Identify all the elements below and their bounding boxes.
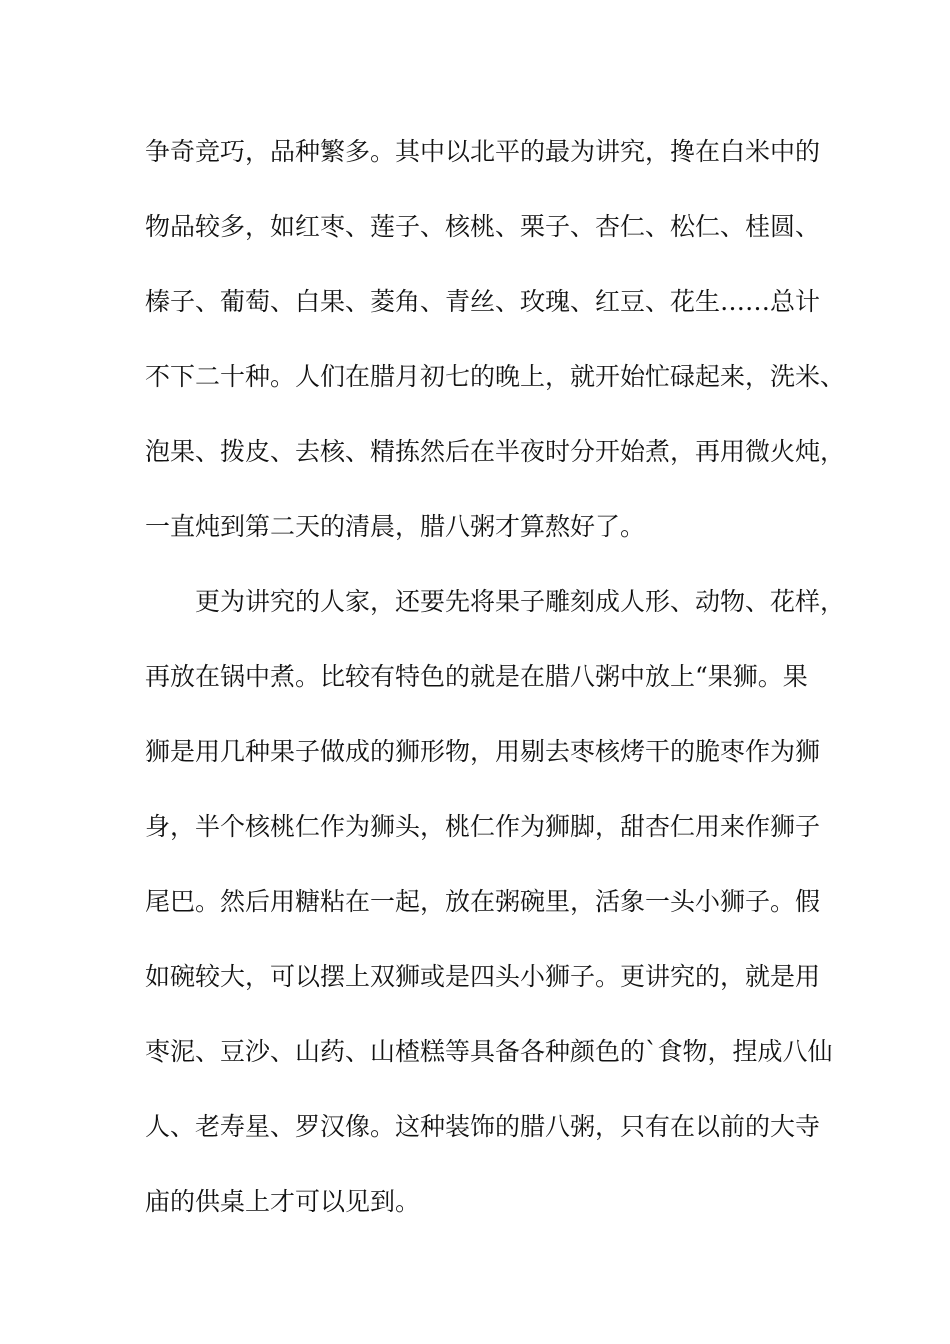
text-line: 枣泥、豆沙、山药、山楂糕等具备各种颜色的`食物，捏成八仙 bbox=[145, 1037, 833, 1066]
text-line: 再放在锅中煮。比较有特色的就是在腊八粥中放上“果狮。果 bbox=[145, 662, 808, 691]
text-line: 不下二十种。人们在腊月初七的晚上，就开始忙碌起来，洗米、 bbox=[145, 362, 846, 391]
text-line: 庙的供桌上才可以见到。 bbox=[145, 1187, 421, 1216]
text-line: 狮是用几种果子做成的狮形物，用剔去枣核烤干的脆枣作为狮 bbox=[145, 737, 821, 766]
body-text bbox=[145, 130, 846, 1255]
text-line: 如碗较大，可以摆上双狮或是四头小狮子。更讲究的，就是用 bbox=[145, 962, 821, 991]
text-line: 物品较多，如红枣、莲子、核桃、栗子、杏仁、松仁、桂圆、 bbox=[145, 212, 821, 241]
text-line: 尾巴。然后用糖粘在一起，放在粥碗里，活象一头小狮子。假 bbox=[145, 887, 821, 916]
text-line: 榛子、葡萄、白果、菱角、青丝、玫瑰、红豆、花生……总计 bbox=[145, 287, 821, 316]
text-line: 争奇竞巧，品种繁多。其中以北平的最为讲究，搀在白米中的 bbox=[145, 137, 821, 166]
text-line: 一直炖到第二天的清晨，腊八粥才算熬好了。 bbox=[145, 512, 646, 541]
text-line: 身，半个核桃仁作为狮头，桃仁作为狮脚，甜杏仁用来作狮子 bbox=[145, 812, 821, 841]
text-line: 泡果、拨皮、去核、精拣然后在半夜时分开始煮，再用微火炖， bbox=[145, 437, 846, 466]
paragraph-start-line: 更为讲究的人家，还要先将果子雕刻成人形、动物、花样， bbox=[195, 587, 846, 616]
text-line: 人、老寿星、罗汉像。这种装饰的腊八粥，只有在以前的大寺 bbox=[145, 1112, 821, 1141]
